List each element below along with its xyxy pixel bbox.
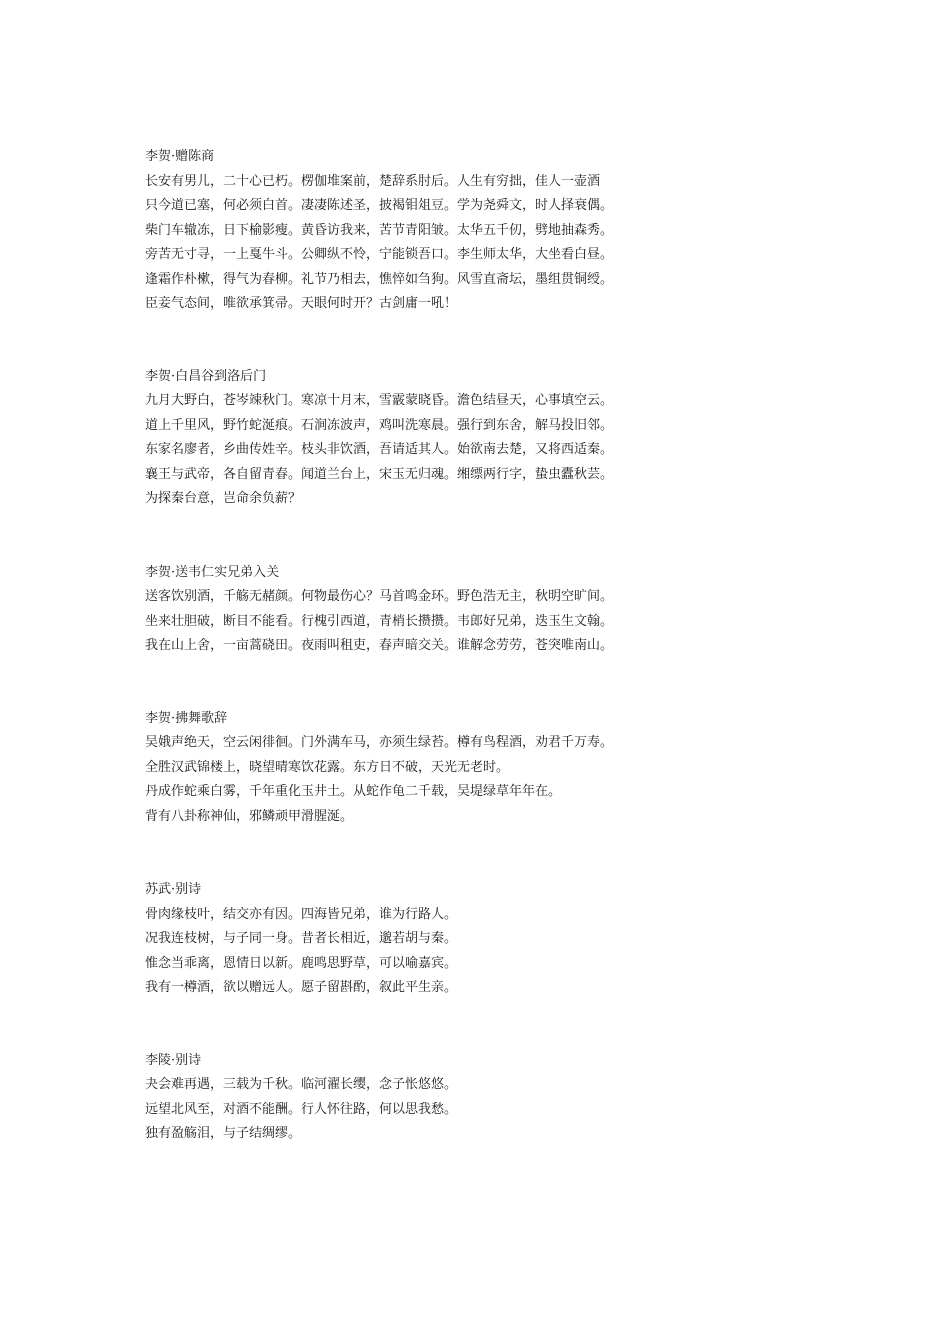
poem-title: 李贺·拂舞歌辞: [145, 710, 228, 726]
poem-line: 东家名廖者，乡曲传姓辛。枝头非饮酒，吾请适其人。始欲南去楚，又将西适秦。: [145, 442, 614, 457]
poem-title: 李贺·送韦仁实兄弟入关: [145, 564, 280, 580]
poem-line: 惟念当乖离，恩情日以新。鹿鸣思野草，可以喻嘉宾。: [145, 955, 458, 971]
poem-title: 李贺·白昌谷到洛后门: [145, 368, 267, 384]
document-page: [145, 145, 845, 1147]
poem-line: 长安有男儿，二十心已朽。楞伽堆案前，楚辞系肘后。人生有穷拙，佳人一壶酒: [145, 173, 601, 189]
poem-line: 骨肉缘枝叶，结交亦有因。四海皆兄弟，谁为行路人。: [145, 906, 458, 922]
poem-title: 李贺·赠陈商: [145, 149, 215, 164]
poem-li-ling-bie-shi: [145, 1049, 845, 1147]
poem-zeng-chen-shang: [145, 145, 845, 317]
section-spacer: [145, 317, 845, 365]
poem-line: 为探秦台意，岂命余负薪？: [145, 491, 302, 506]
poem-line: 坐来壮胆破，断目不能看。行槐引西道，青梢长攒攒。韦郎好兄弟，迭玉生文翰。: [145, 613, 614, 629]
poem-fu-wu-ge-ci: [145, 707, 845, 830]
poem-line: 丹成作蛇乘白雾，千年重化玉井土。从蛇作龟二千载，吴堤绿草年年在。: [145, 784, 562, 799]
section-spacer: [145, 512, 845, 561]
poem-line: 柴门车辙冻，日下榆影瘦。黄昏访我来，苦节青阳皱。太华五千仞，劈地抽森秀。: [145, 222, 614, 238]
poem-bai-chang-gu: [145, 365, 845, 512]
poem-title: 李陵·别诗: [145, 1052, 202, 1068]
poem-line: 旁苦无寸寻，一上戛牛斗。公卿纵不怜，宁能锁吾口。李生师太华，大坐看白昼。: [145, 247, 614, 262]
poem-line: 襄王与武帝，各自留青春。闻道兰台上，宋玉无归魂。缃缥两行字，蛰虫蠹秋芸。: [145, 466, 614, 482]
poem-line: 背有八卦称神仙，邪鳞顽甲滑腥涎。: [145, 808, 354, 824]
poem-line: 只今道已塞，何必须白首。凄凄陈述圣，披褐钼俎豆。学为尧舜文，时人择衰偶。: [145, 198, 614, 213]
poem-line: 况我连枝树，与子同一身。昔者长相近，邈若胡与秦。: [145, 931, 458, 946]
poem-line: 远望北风至，对酒不能酬。行人怀往路，何以思我愁。: [145, 1101, 458, 1117]
poem-title: 苏武·别诗: [145, 882, 202, 897]
poem-line: 夬会难再遇，三载为千秋。临河濯长缨，念子怅悠悠。: [145, 1077, 458, 1092]
poem-line: 吴娥声绝天，空云闲徘徊。门外满车马，亦须生绿苔。樽有鸟程酒，劝君千万寿。: [145, 735, 614, 750]
section-spacer: [145, 1001, 845, 1049]
poem-line: 道上千里风，野竹蛇涎痕。石涧冻波声，鸡叫洗寒晨。强行到东舍，解马投旧邻。: [145, 417, 614, 433]
poem-line: 逢霜作朴樕，得气为春柳。礼节乃相去，憔悴如刍狗。风雪直斋坛，墨组贯铜绶。: [145, 271, 614, 287]
section-spacer: [145, 829, 845, 878]
poem-line: 九月大野白，苍岑竦秋门。寒凉十月末，雪霰蒙晓昏。澹色结昼天，心事填空云。: [145, 393, 614, 408]
poem-line: 送客饮别酒，千觞无赭颜。何物最伤心？马首鸣金环。野色浩无主，秋明空旷间。: [145, 589, 614, 604]
poem-line: 独有盈觞泪，与子结绸缪。: [145, 1126, 302, 1141]
poem-song-wei-ren-shi: [145, 561, 845, 659]
poem-line: 臣妾气态间，唯欲承箕帚。天眼何时开？古剑庸一吼！: [145, 296, 458, 311]
poem-line: 全胜汉武锦楼上，晓望晴寒饮花露。东方日不破，天光无老时。: [145, 759, 510, 775]
poem-line: 我在山上舍，一亩蒿硗田。夜雨叫租吏，春声暗交关。谁解念劳劳，苍突唯南山。: [145, 638, 614, 653]
section-spacer: [145, 659, 845, 707]
poem-su-wu-bie-shi: [145, 878, 845, 1001]
poem-line: 我有一樽酒，欲以赠远人。愿子留斟酌，叙此平生亲。: [145, 980, 458, 995]
